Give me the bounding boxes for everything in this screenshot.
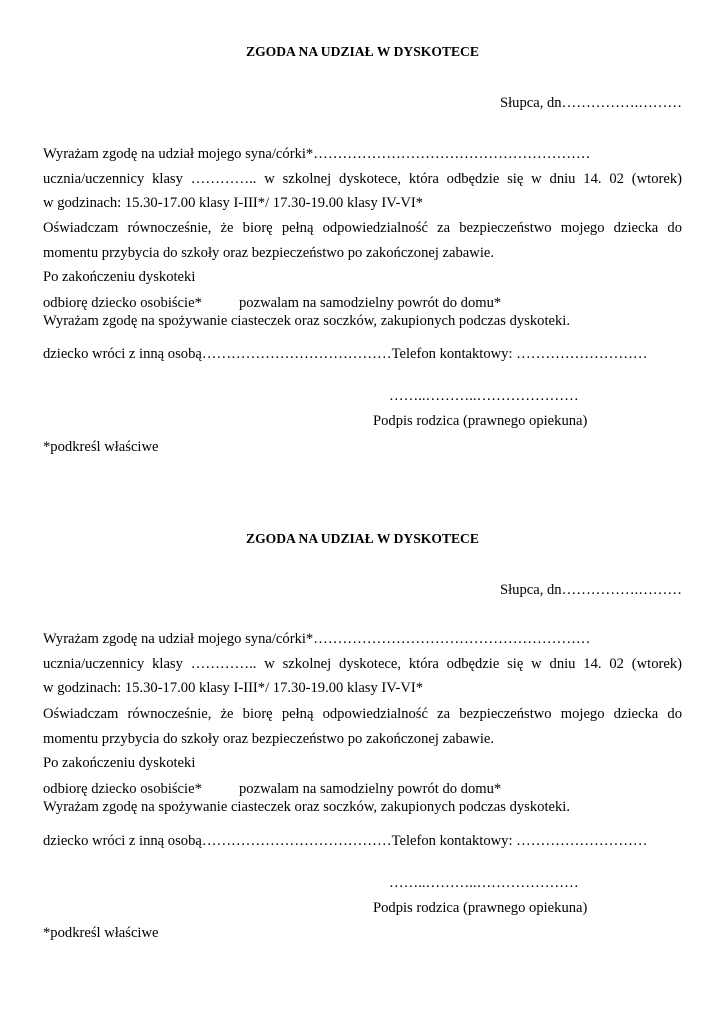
consent-line: Wyrażam zgodę na udział mojego syna/córki*…………………………………………………	[43, 631, 591, 647]
hours-line: w godzinach: 15.30-17.00 klasy I-III*/ 17.30-19.00 klasy IV-VI*	[43, 680, 424, 696]
student-class-line: ucznia/uczennicy klasy ………….. w szkolnej dyskotece, która odbędzie się w dniu 14. 02 (wtorek)	[43, 171, 682, 187]
footnote: *podkreśl właściwe	[43, 925, 159, 941]
date-field: Słupca, dn…………….………	[499, 95, 682, 111]
snacks-consent: Wyrażam zgodę na spożywanie ciasteczek oraz soczków, zakupionych podczas dyskoteki.	[43, 799, 570, 815]
date-field: Słupca, dn…………….………	[499, 582, 682, 598]
snacks-consent: Wyrażam zgodę na spożywanie ciasteczek oraz soczków, zakupionych podczas dyskoteki.	[43, 313, 570, 329]
signature-line: ……..………..…………………	[389, 388, 579, 404]
option-pickup: odbiorę dziecko osobiście*	[43, 781, 202, 797]
consent-line: Wyrażam zgodę na udział mojego syna/córki*…………………………………………………	[43, 146, 591, 162]
student-class-line: ucznia/uczennicy klasy ………….. w szkolnej dyskotece, która odbędzie się w dniu 14. 02 (wtorek)	[43, 656, 682, 672]
signature-caption: Podpis rodzica (prawnego opiekuna)	[373, 413, 588, 429]
hours-line: w godzinach: 15.30-17.00 klasy I-III*/ 17.30-19.00 klasy IV-VI*	[43, 195, 424, 211]
option-alone: pozwalam na samodzielny powrót do domu*	[239, 781, 502, 797]
signature-caption: Podpis rodzica (prawnego opiekuna)	[373, 900, 588, 916]
other-person-line: dziecko wróci z inną osobą…………………………………Telefon kontaktowy: ………………………	[43, 833, 648, 849]
declaration-line-1: Oświadczam równocześnie, że biorę pełną odpowiedzialność za bezpieczeństwo mojego dziecka do	[43, 706, 682, 722]
declaration-line-1: Oświadczam równocześnie, że biorę pełną odpowiedzialność za bezpieczeństwo mojego dziecka do	[43, 220, 682, 236]
declaration-line-2: momentu przybycia do szkoły oraz bezpieczeństwo po zakończonej zabawie.	[43, 731, 495, 747]
signature-line: ……..………..…………………	[389, 875, 579, 891]
other-person-line: dziecko wróci z inną osobą…………………………………Telefon kontaktowy: ………………………	[43, 346, 648, 362]
form-title: ZGODA NA UDZIAŁ W DYSKOTECE	[246, 531, 479, 546]
form-title: ZGODA NA UDZIAŁ W DYSKOTECE	[246, 44, 479, 59]
declaration-line-2: momentu przybycia do szkoły oraz bezpieczeństwo po zakończonej zabawie.	[43, 245, 495, 261]
after-disco-label: Po zakończeniu dyskoteki	[43, 269, 196, 285]
option-pickup: odbiorę dziecko osobiście*	[43, 295, 202, 311]
option-alone: pozwalam na samodzielny powrót do domu*	[239, 295, 502, 311]
after-disco-label: Po zakończeniu dyskoteki	[43, 755, 196, 771]
footnote: *podkreśl właściwe	[43, 439, 159, 455]
